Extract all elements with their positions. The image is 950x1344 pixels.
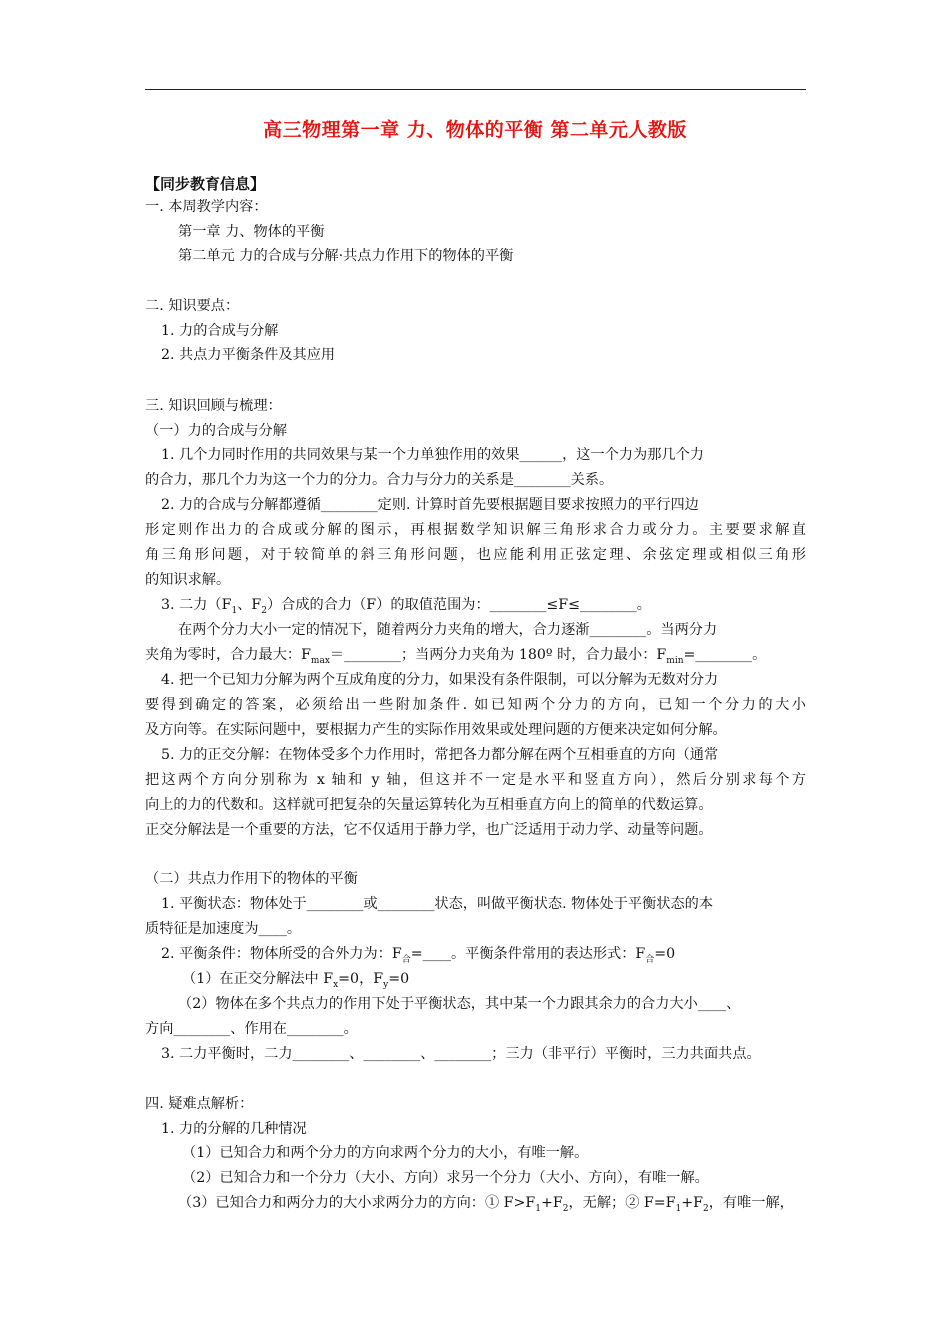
p4-line3: 及方向等。在实际问题中，要根据力产生的实际作用效果或处理问题的方便来决定如何分解。 — [145, 722, 727, 738]
q1-line1: 1. 平衡状态：物体处于________或________状态，叫做平衡状态. 物体处于平衡状态的本 — [161, 896, 714, 912]
p4-line1: 4. 把一个已知力分解为两个互成角度的分力，如果没有条件限制，可以分解为无数对分力 — [161, 672, 719, 688]
p5-line3: 向上的力的代数和。这样就可把复杂的矢量运算转化为互相垂直方向上的简单的代数运算。 — [145, 797, 713, 813]
case3-line: （3）已知合力和两分力的大小求两分力的方向：① $F>F_1+F_2$，无解；② $F=F_1+F_2$，有唯一解， — [178, 1195, 794, 1214]
p2-line3: 角三角形问题，对于较简单的斜三角形问题，也应能利用正弦定理、余弦定理或相似三角形 — [145, 547, 806, 563]
p3b-line1: 在两个分力大小一定的情况下，随着两分力夹角的增大，合力逐渐________。当两分力 — [178, 622, 718, 638]
part4-item1: 1. 力的分解的几种情况 — [161, 1121, 307, 1137]
part2-item1: 1. 力的合成与分解 — [161, 323, 279, 339]
p1-line1: 1. 几个力同时作用的共同效果与某一个力单独作用的效果______，这一个力为那几个力 — [161, 447, 704, 463]
section-header: 【同步教育信息】 — [145, 175, 266, 193]
p1-line2: 的合力，那几个力为这一个力的分力。合力与分力的关系是________关系。 — [145, 472, 614, 488]
header-rule — [145, 89, 806, 90]
p3-line1: 3. 二力（$F_1$、$F_2$）合成的合力（F）的取值范围为：________≤F≤________。 — [161, 597, 651, 616]
q2b-line2: 方向________、作用在________。 — [145, 1021, 358, 1037]
q2b-line1: （2）物体在多个共点力的作用下处于平衡状态，其中某一个力跟其余力的合力大小____、 — [178, 996, 741, 1012]
q2-line1: 2. 平衡条件：物体所受的合外力为：$F_合=\_\_\_\_$。平衡条件常用的表达形式：$F_合=0$ — [161, 946, 676, 965]
subsection-2-heading: （二）共点力作用下的物体的平衡 — [145, 871, 358, 887]
part2-heading: 二. 知识要点： — [145, 298, 240, 314]
p5-line4: 正交分解法是一个重要的方法，它不仅适用于静力学，也广泛适用于动力学、动量等问题。 — [145, 822, 713, 838]
q1-line2: 质特征是加速度为____。 — [145, 921, 302, 937]
case1-line: （1）已知合力和两个分力的方向求两个分力的大小，有唯一解。 — [182, 1145, 589, 1161]
case2-line: （2）已知合力和一个分力（大小、方向）求另一个分力（大小、方向），有唯一解。 — [182, 1170, 709, 1186]
p2-line4: 的知识求解。 — [145, 572, 231, 588]
p3b-line2: 夹角为零时，合力最大：$F_{max}=\_\_\_\_\_\_\_\_$；当两分力夹角为 180º 时，合力最小：$F_{min}=\_\_\_\_\_\_\_\_$。 — [145, 647, 767, 666]
p4-line2: 要得到确定的答案，必须给出一些附加条件. 如已知两个分力的方向，已知一个分力的大小 — [145, 697, 806, 713]
q3-line: 3. 二力平衡时，二力________、________、________；三力（非平行）平衡时，三力共面共点。 — [161, 1046, 761, 1062]
p5-line1: 5. 力的正交分解：在物体受多个力作用时，常把各力都分解在两个互相垂直的方向（通常 — [161, 747, 719, 763]
part3-heading: 三. 知识回顾与梳理： — [145, 398, 282, 414]
part1-line2: 第二单元 力的合成与分解·共点力作用下的物体的平衡 — [178, 248, 514, 264]
part1-line1: 第一章 力、物体的平衡 — [178, 224, 325, 240]
p2-line2: 形定则作出力的合成或分解的图示，再根据数学知识解三角形求合力或分力。主要要求解直 — [145, 522, 806, 538]
q2a-line: （1）在正交分解法中 $F_x=0$，$F_y=0$ — [182, 971, 410, 990]
document-title: 高三物理第一章 力、物体的平衡 第二单元人教版 — [263, 119, 687, 141]
part4-heading: 四. 疑难点解析： — [145, 1096, 254, 1112]
part2-item2: 2. 共点力平衡条件及其应用 — [161, 347, 336, 363]
part1-heading: 一. 本周教学内容： — [145, 199, 268, 215]
p2-line1: 2. 力的合成与分解都遵循________定则. 计算时首先要根据题目要求按照力的平行四边 — [161, 497, 699, 513]
subsection-1-heading: （一）力的合成与分解 — [145, 423, 287, 439]
p5-line2: 把这两个方向分别称为 x 轴和 y 轴，但这并不一定是水平和竖直方向），然后分别求每个方 — [145, 772, 806, 788]
